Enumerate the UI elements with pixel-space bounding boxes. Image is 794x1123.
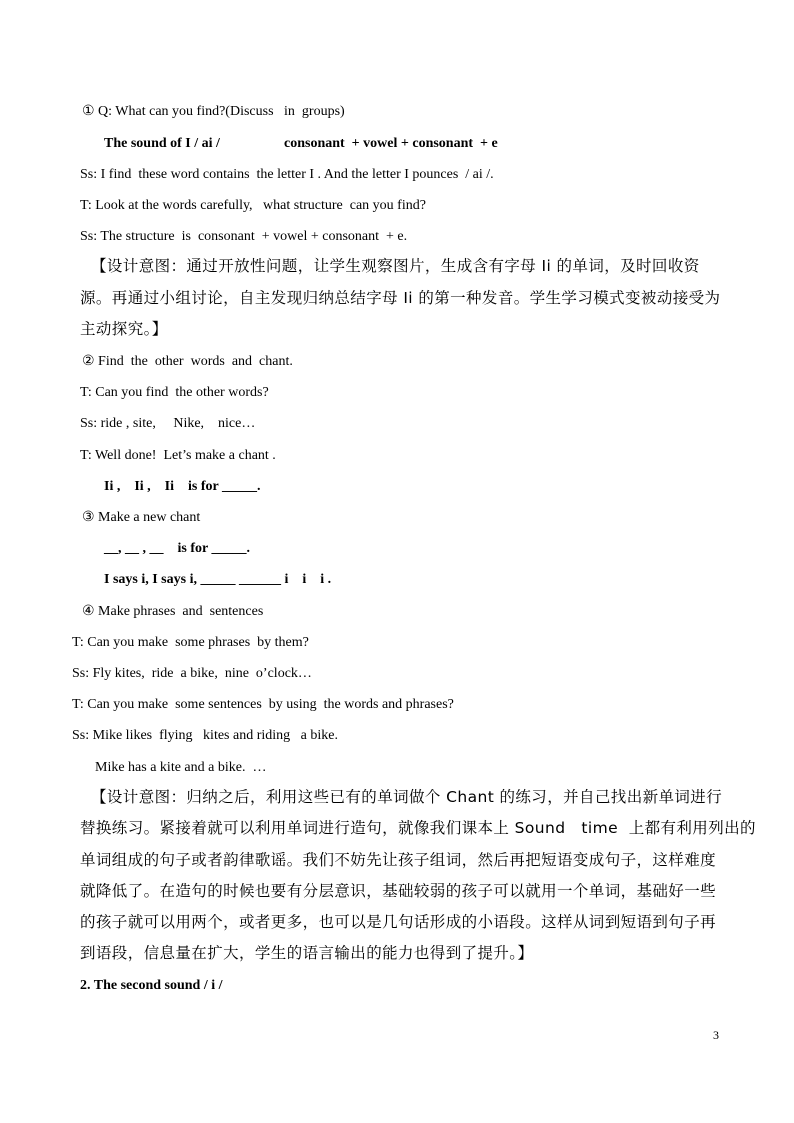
structure-formula: consonant + vowel + consonant + e [284, 136, 498, 151]
dialogue-line: Ss: ride , site, Nike, nice… [80, 416, 256, 431]
dialogue-line: Ss: The structure is consonant + vowel + consonant + e. [80, 229, 408, 244]
item-3-heading: ③ Make a new chant [82, 510, 201, 525]
dialogue-line: Ss: I find these word contains the letter I . And the letter I pounces / ai /. [80, 167, 494, 182]
chant-line: Ii , Ii , Ii is for _____. [104, 479, 261, 494]
sound-ai-heading: The sound of I / ai / [104, 136, 220, 151]
section-heading: 2. The second sound / i / [80, 978, 223, 993]
dialogue-line: Mike has a kite and a bike. … [95, 760, 267, 775]
dialogue-line: Ss: Mike likes flying kites and riding a bike. [72, 728, 338, 743]
item-4-heading: ④ Make phrases and sentences [82, 604, 264, 619]
dialogue-line: T: Can you make some sentences by using the words and phrases? [72, 697, 454, 712]
chant-line: I says i, I says i, _____ ______ i i i . [104, 572, 332, 587]
item-2-heading: ② Find the other words and chant. [82, 354, 293, 369]
design-intent-2: 单词组成的句子或者韵律歌谣。我们不妨先让孩子组词，然后再把短语变成句子，这样难度 [80, 851, 717, 869]
page-number: 3 [713, 1028, 719, 1042]
dialogue-line: T: Can you make some phrases by them? [72, 635, 309, 650]
dialogue-line: T: Look at the words carefully, what structure can you find? [80, 198, 426, 213]
dialogue-line: T: Can you find the other words? [80, 385, 269, 400]
design-intent-2: 【设计意图：归纳之后，利用这些已有的单词做个 Chant 的练习，并自己找出新单词进行 [91, 788, 723, 806]
design-intent-1: 源。再通过小组讨论，自主发现归纳总结字母 Ii 的第一种发音。学生学习模式变被动接受为 [80, 289, 721, 307]
design-intent-2: 到语段，信息量在扩大，学生的语言输出的能力也得到了提升。】 [80, 944, 534, 962]
design-intent-1: 【设计意图：通过开放性问题，让学生观察图片，生成含有字母 Ii 的单词，及时回收资 [91, 257, 700, 275]
dialogue-line: Ss: Fly kites, ride a bike, nine o’clock… [72, 666, 312, 681]
design-intent-2: 就降低了。在造句的时候也要有分层意识，基础较弱的孩子可以就用一个单词，基础好一些 [80, 882, 717, 900]
design-intent-2: 替换练习。紧接着就可以利用单词进行造句，就像我们课本上 Sound time 上都有利用列出的 [80, 819, 756, 837]
dialogue-line: T: Well done! Let’s make a chant . [80, 448, 276, 463]
chant-line: __, __ , __ is for _____. [104, 541, 250, 556]
design-intent-2: 的孩子就可以用两个，或者更多，也可以是几句话形成的小语段。这样从词到短语到句子再 [80, 913, 717, 931]
design-intent-1: 主动探究。】 [80, 320, 168, 338]
item-1-question: ① Q: What can you find?(Discuss in groups) [82, 104, 345, 119]
